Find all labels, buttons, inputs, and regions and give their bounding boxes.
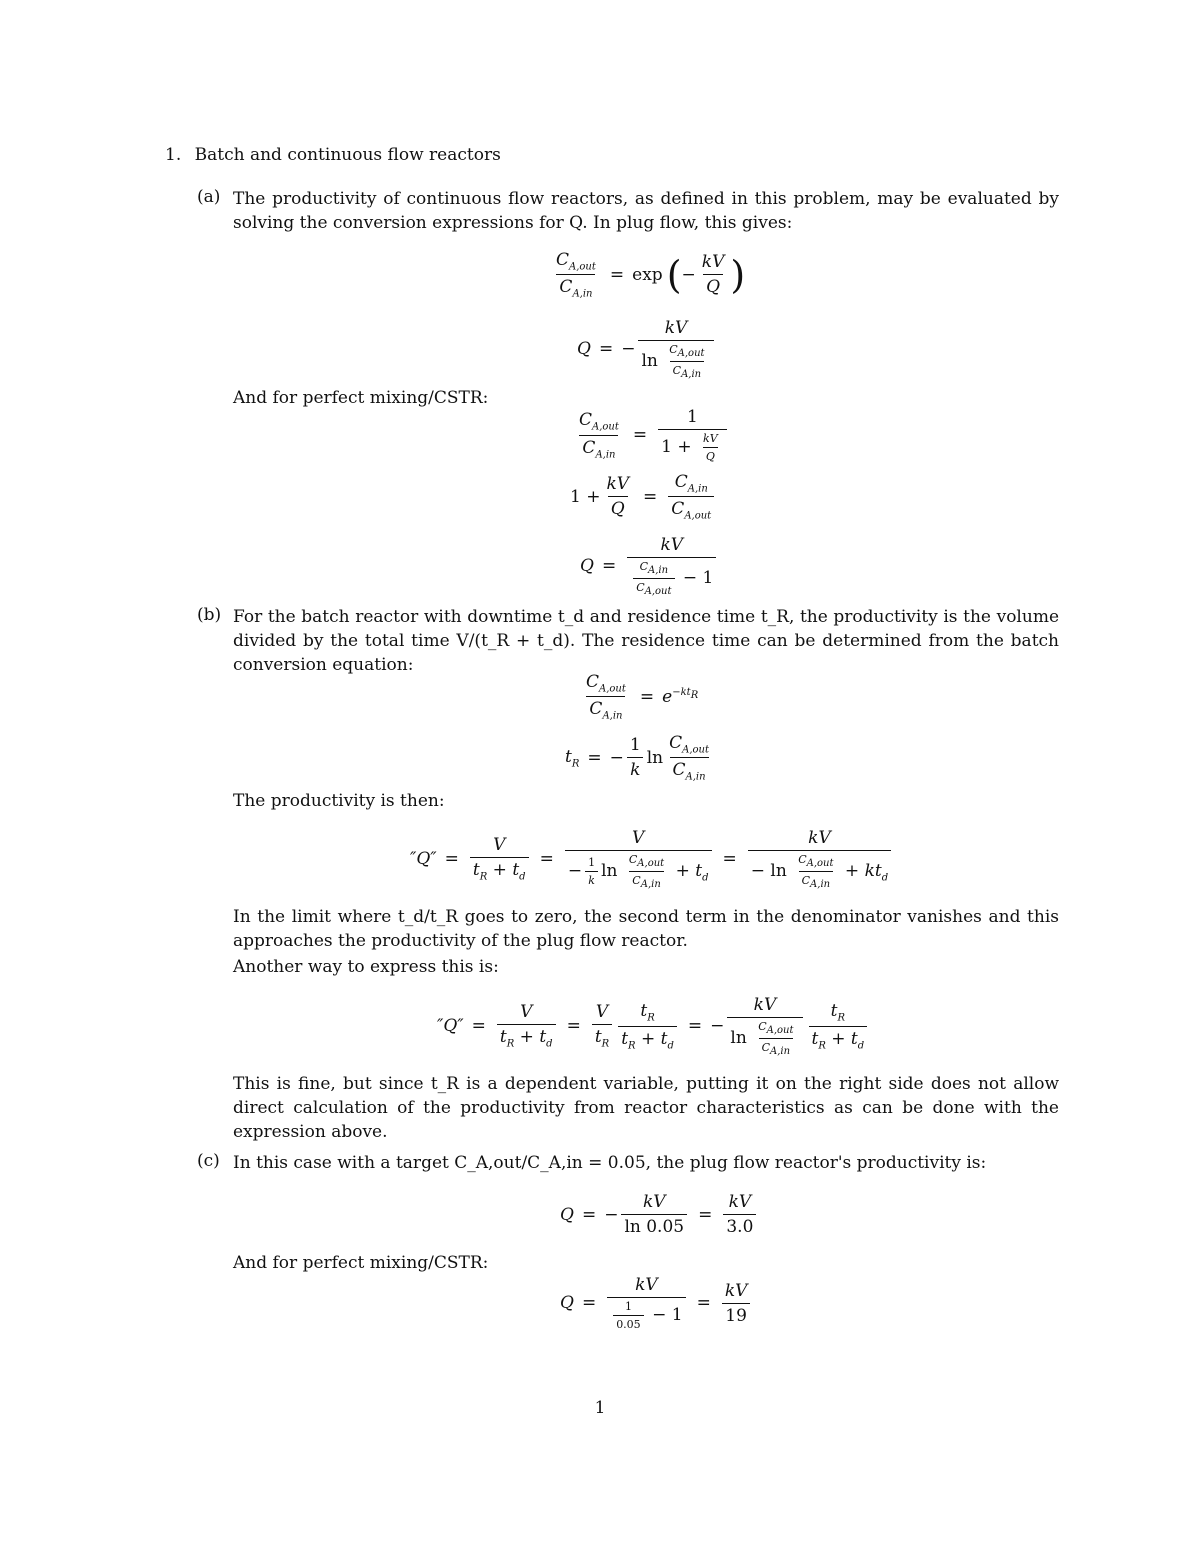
part-a-intro: The productivity of continuous flow reactors, as defined in this problem, may be evaluated by solving the conversion expressions for Q. In plug flow, this gives: [233,189,1059,233]
part-c-cstr-label: And for perfect mixing/CSTR: [233,1253,489,1273]
equation-cstr-target: Q = kV $\frac{1}{0.05}$ − 1 = $\frac{kV}{19}$ [560,1275,753,1331]
part-c-label: (c) [197,1151,220,1171]
part-b-intro: For the batch reactor with downtime t_d and residence time t_R, the productivity is the volume divided by the total time V/(t_R + t_d). The residence time can be determined from the batch conversion equation: [233,607,1059,675]
limit-paragraph: In the limit where t_d/t_R goes to zero, the second term in the denominator vanishes and this approaches the productivity of the plug flow reactor. [233,907,1059,951]
section-title: Batch and continuous flow reactors [194,145,501,165]
equation-cstr-rearranged: 1 + $\frac{kV}{Q}$ = $\frac{C_{A,in}}{C_{A,out}}$ [570,472,717,522]
another-way-label: Another way to express this is: [233,957,499,977]
section-number: 1. [165,145,182,165]
equation-cstr-conversion: $\frac{C_{A,out}}{C_{A,in}}$ = 1 1 + $\frac{kV}{Q}$ [573,407,730,463]
cstr-target-value: 0.05 [613,1315,644,1331]
equation-residence-time: $t_R$ = − $\frac{1}{k}$ ln $\frac{C_{A,out}}{C_{A,in}}$ [565,733,709,783]
part-b-label: (b) [197,605,222,625]
part-c-intro: In this case with a target C_A,out/C_A,in = 0.05, the plug flow reactor's productivity is: [233,1153,987,1173]
page-number: 1 [594,1398,606,1418]
part-a-cstr-label: And for perfect mixing/CSTR: [233,388,489,408]
equation-pfr-q: Q = − kV ln $\frac{C_{A,out}}{C_{A,in}}$ [577,318,717,380]
equation-cstr-q: Q = kV $\frac{C_{A,in}}{C_{A,out}}$ − 1 [580,535,719,597]
pfr-target-value: 0.05 [646,1217,685,1237]
equation-batch-conversion: $\frac{C_{A,out}}{C_{A,in}}$ = $e^{-kt_R}$ [586,672,699,722]
equation-alt-productivity: ″Q″ = $\frac{V}{t_R + t_d}$ = $\frac{V}{t_R}$ $\frac{t_R}{t_R + t_d}$ = − kV ln $\frac{C_{A,out}}{C_{A,in}}$ $\frac{t_R}{t_R + t_d}$ [437,995,870,1057]
part-a-label: (a) [197,187,221,207]
equation-batch-productivity: ″Q″ = $\frac{V}{t_R + t_d}$ = V − $\frac{1}{k}$ ln $\frac{C_{A,out}}{C_{A,in}}$ + $t_d$ = kV − ln $\frac{C_{A,out}}{C_{A,in}}$ + $kt_d$ [410,828,894,890]
cstr-result: 19 [722,1303,750,1326]
equation-pfr-target: Q = − $\frac{kV}{\ln 0.05}$ = $\frac{kV}{3.0}$ [560,1192,759,1237]
pfr-result: 3.0 [723,1214,756,1237]
fine-paragraph: This is fine, but since t_R is a dependent variable, putting it on the right side does not allow direct calculation of the productivity from reactor characteristics as can be done with the expression above. [233,1074,1059,1142]
section-heading [165,145,501,165]
productivity-label: The productivity is then: [233,791,445,811]
equation-pfr-conversion: $\frac{C_{A,out}}{C_{A,in}}$ = exp ( − $\frac{kV}{Q}$ ) [556,250,746,300]
